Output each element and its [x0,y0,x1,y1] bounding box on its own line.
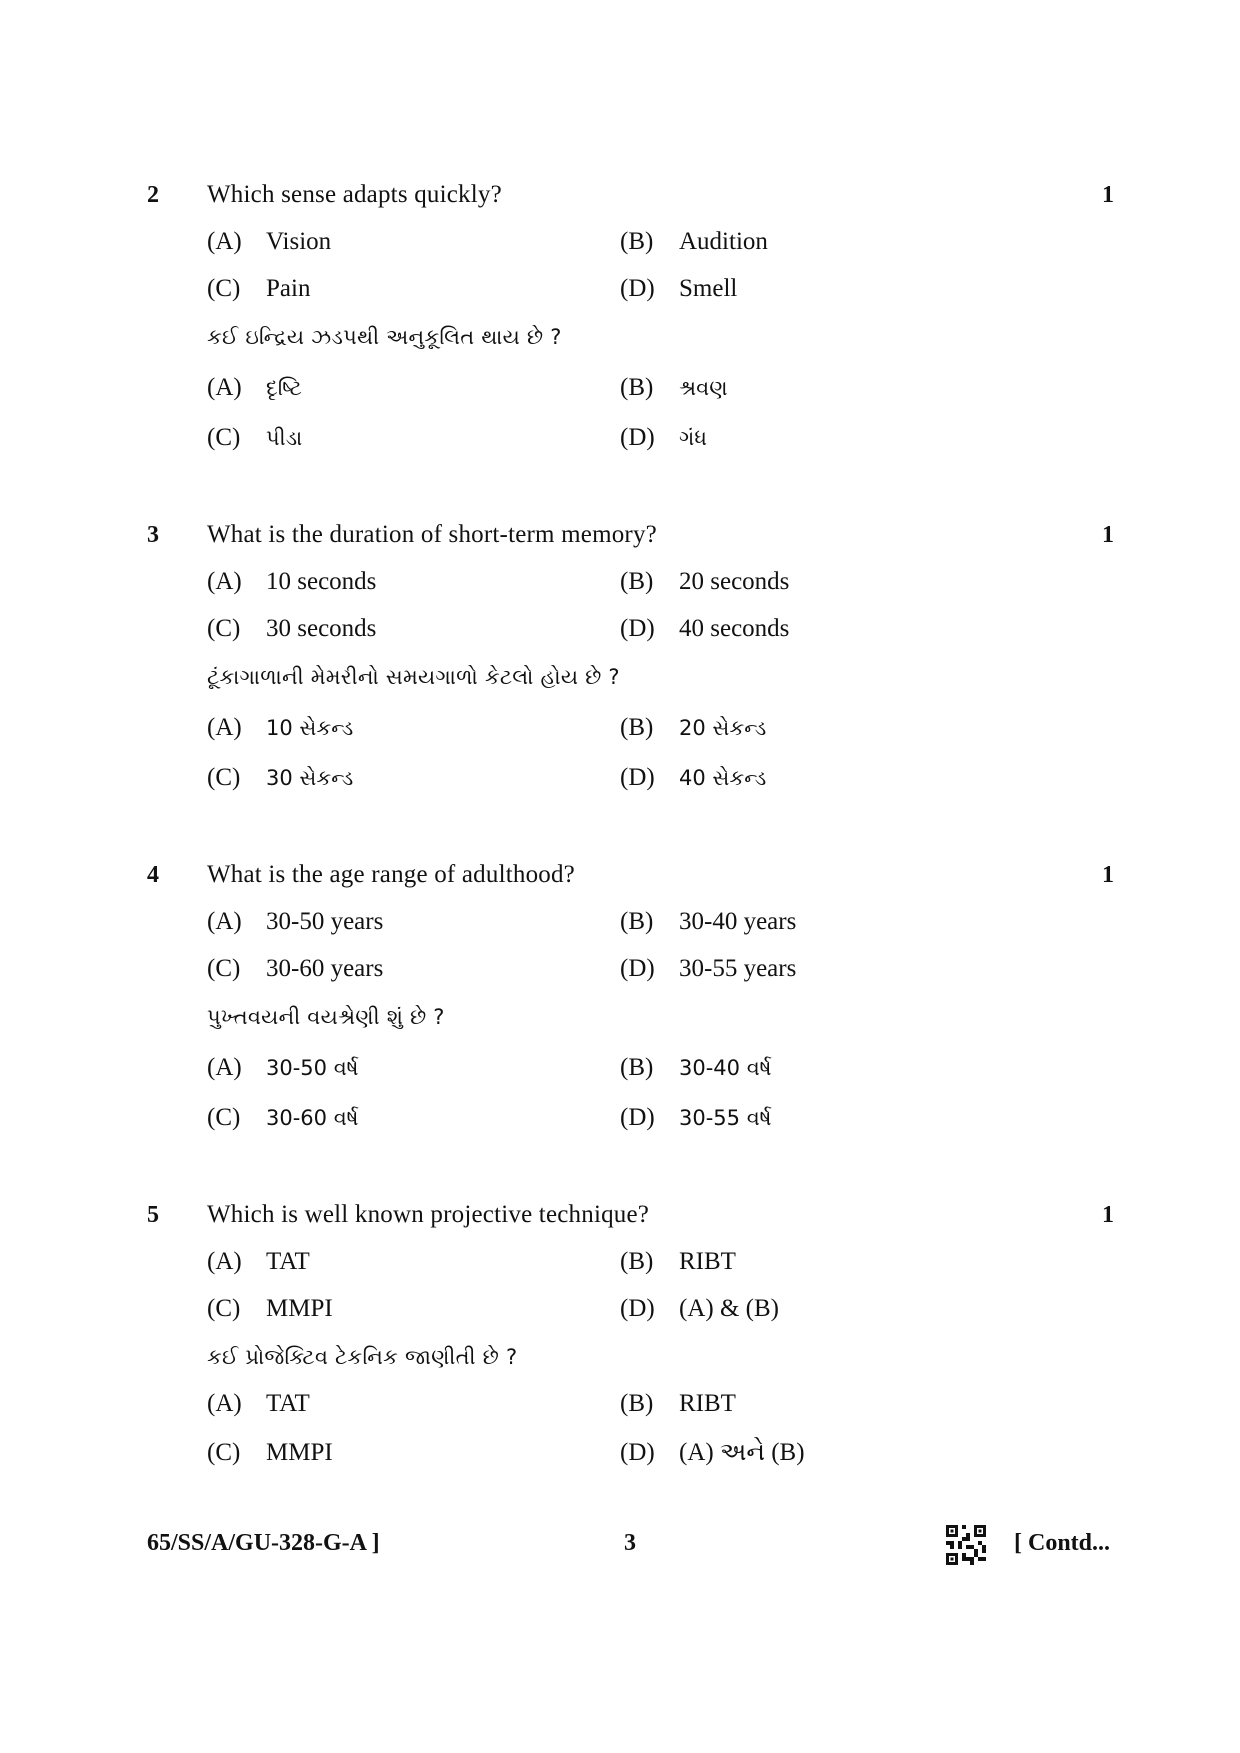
option-label: (C) [207,275,241,302]
option-text: 20 seconds [679,568,790,595]
option-label: (B) [620,1054,654,1081]
option-text: 40 સેકન્ડ [679,766,767,790]
option-gu-c [207,1103,359,1133]
option-label: (C) [207,424,241,451]
option-en-a [207,1247,310,1277]
option-label: (A) [207,374,242,401]
option-label: (D) [620,615,655,642]
option-en-b [620,1247,736,1277]
option-gu-b [620,1389,736,1419]
option-label: (C) [207,955,241,982]
option-en-d [620,954,796,984]
option-label: (C) [207,1295,241,1322]
option-text: 10 seconds [266,568,377,595]
option-text: TAT [266,1390,310,1417]
option-label: (C) [207,764,241,791]
option-en-a [207,907,383,937]
option-label: (A) [207,228,242,255]
option-en-b [620,907,796,937]
option-text: 30-40 years [679,908,797,935]
option-gu-b [620,713,766,743]
option-label: (D) [620,955,655,982]
question-text-en: What is the age range of adulthood? [207,861,575,888]
page-number: 3 [624,1530,636,1556]
question-marks: 1 [1102,182,1114,208]
option-text: 30-50 વર્ષ [266,1056,359,1080]
option-text: Vision [266,228,332,255]
question-2 [0,180,1240,480]
paper-code: 65/SS/A/GU-328-G-A ] [147,1530,380,1556]
option-label: (B) [620,1248,654,1275]
question-number: 5 [147,1202,159,1228]
option-en-c [207,1294,333,1324]
option-label: (A) [207,1054,242,1081]
option-text: Pain [266,275,311,302]
option-text: 30 સેકન્ડ [266,766,354,790]
option-gu-b [620,1053,772,1083]
option-label: (C) [207,1104,241,1131]
question-number: 4 [147,862,159,888]
option-text: RIBT [679,1390,736,1417]
option-label: (A) [207,1390,242,1417]
option-text: ગંધ [679,426,707,450]
option-gu-b [620,373,728,403]
option-label: (D) [620,1295,655,1322]
option-gu-a [207,1053,359,1083]
option-en-d [620,274,737,304]
question-number: 3 [147,522,159,548]
option-label: (B) [620,228,654,255]
option-en-c [207,954,383,984]
question-text-gu: પુખ્તવયની વયશ્રેણી શું છે ? [207,1005,445,1029]
option-text: MMPI [266,1295,333,1322]
option-gu-c [207,1438,333,1468]
qr-code-icon [946,1525,986,1565]
question-text-gu: કઈ ઇન્દ્રિય ઝડપથી અનુકૂલિત થાય છે ? [207,325,562,349]
option-label: (D) [620,764,655,791]
continued-label: [ Contd... [1014,1530,1111,1556]
option-text: 30-60 વર્ષ [266,1106,359,1130]
option-label: (B) [620,1390,654,1417]
question-text-gu: ટૂંકાગાળાની મેમરીનો સમયગાળો કેટલો હોય છે ? [207,665,620,689]
question-marks: 1 [1102,1202,1114,1228]
option-label: (B) [620,568,654,595]
option-en-c [207,614,376,644]
option-label: (D) [620,1104,655,1131]
option-label: (A) [207,908,242,935]
question-text-en: What is the duration of short-term memory? [207,521,657,548]
question-number: 2 [147,182,159,208]
option-en-b [620,567,789,597]
option-en-d [620,1294,779,1324]
option-text: Smell [679,275,738,302]
option-gu-a [207,373,302,403]
option-label: (A) [207,1248,242,1275]
question-marks: 1 [1102,862,1114,888]
option-en-a [207,227,331,257]
question-text-en: Which is well known projective technique? [207,1201,650,1228]
option-gu-a [207,1389,310,1419]
option-gu-a [207,713,353,743]
option-en-b [620,227,768,257]
page-footer [0,1528,1240,1568]
question-text-en: Which sense adapts quickly? [207,181,502,208]
option-text: 30-50 years [266,908,384,935]
option-label: (B) [620,374,654,401]
option-gu-d [620,1438,805,1468]
option-label: (D) [620,275,655,302]
option-text: 30-55 years [679,955,797,982]
option-text: TAT [266,1248,310,1275]
option-label: (A) [207,714,242,741]
option-text: 30-55 વર્ષ [679,1106,772,1130]
option-gu-d [620,423,707,453]
option-gu-c [207,423,302,453]
option-text: પીડા [266,426,303,450]
option-en-c [207,274,310,304]
option-text: શ્રવણ [679,376,728,400]
question-4 [0,860,1240,1160]
option-text: MMPI [266,1439,333,1466]
option-text: 40 seconds [679,615,790,642]
option-gu-d [620,1103,772,1133]
option-text: (A) & (B) [679,1295,779,1322]
option-text: 30-60 years [266,955,384,982]
option-label: (A) [207,568,242,595]
option-en-a [207,567,376,597]
question-marks: 1 [1102,522,1114,548]
option-text: 10 સેકન્ડ [266,716,354,740]
option-gu-d [620,763,766,793]
option-label: (C) [207,1439,241,1466]
question-5 [0,1200,1240,1500]
option-text: 30-40 વર્ષ [679,1056,772,1080]
option-label: (D) [620,1439,655,1466]
option-label: (B) [620,908,654,935]
option-text: Audition [679,228,768,255]
option-gu-c [207,763,353,793]
question-3 [0,520,1240,820]
option-en-d [620,614,789,644]
option-text: 20 સેકન્ડ [679,716,767,740]
option-text: RIBT [679,1248,736,1275]
option-label: (C) [207,615,241,642]
option-text: 30 seconds [266,615,377,642]
option-label: (D) [620,424,655,451]
option-label: (B) [620,714,654,741]
option-text: દૃષ્ટિ [266,376,302,400]
option-text: (A) અને (B) [679,1439,805,1466]
question-text-gu: કઈ પ્રોજેક્ટિવ ટેકનિક જાણીતી છે ? [207,1345,518,1369]
